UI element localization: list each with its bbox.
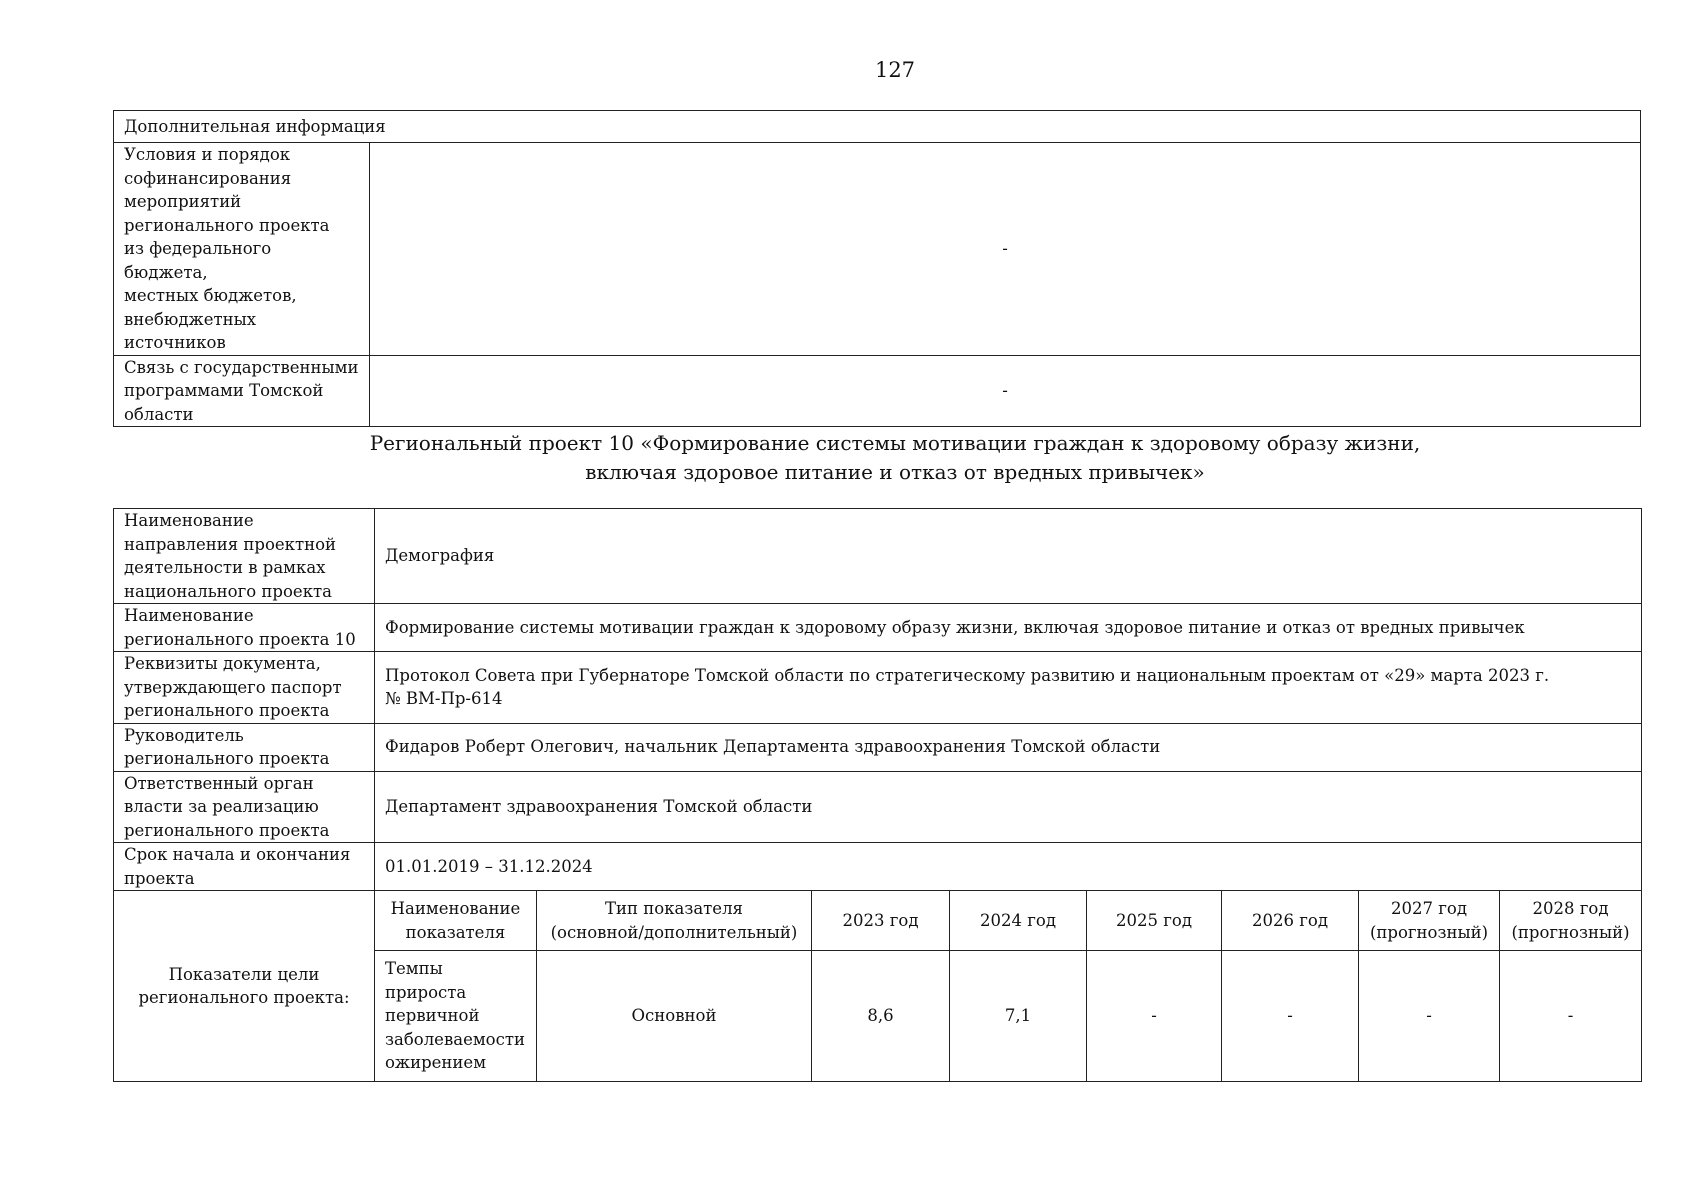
project-head-value: Фидаров Роберт Олегович, начальник Департамента здравоохранения Томской области [375,723,1642,771]
project-heading [0,429,1698,487]
direction-label: Наименование направления проектной деятельности в рамках национального проекта [114,509,375,604]
responsible-body-value: Департамент здравоохранения Томской области [375,771,1642,843]
value-2023: 8,6 [812,951,950,1082]
project-name-value: Формирование системы мотивации граждан к здоровому образу жизни, включая здоровое питание и отказ от вредных привычек [375,604,1642,652]
direction-value: Демография [375,509,1642,604]
project-heading-line-1: Региональный проект 10 «Формирование системы мотивации граждан к здоровому образу жизни, [369,431,1421,455]
year-2023-header: 2023 год [812,891,950,951]
page-number: 127 [874,58,916,82]
year-2024-header: 2024 год [950,891,1087,951]
indicator-type-header: Тип показателя (основной/дополнительный) [537,891,812,951]
year-2025-header: 2025 год [1087,891,1222,951]
cofinancing-value: - [370,143,1641,356]
project-passport-table [113,508,1642,1082]
document-details-label: Реквизиты документа, утверждающего паспорт регионального проекта [114,652,375,724]
value-2024: 7,1 [950,951,1087,1082]
responsible-body-label: Ответственный орган власти за реализацию регионального проекта [114,771,375,843]
indicator-type: Основной [537,951,812,1082]
project-heading-line-2: включая здоровое питание и отказ от вредных привычек» [585,460,1205,484]
value-2025: - [1087,951,1222,1082]
value-2026: - [1222,951,1359,1082]
project-period-value: 01.01.2019 – 31.12.2024 [375,843,1642,891]
additional-info-header: Дополнительная информация [114,111,1641,143]
state-programs-label: Связь с государственными программами Томской области [114,355,370,427]
indicator-name-header: Наименование показателя [375,891,537,951]
indicator-name: Темпы прироста первичной заболеваемости ожирением [375,951,537,1082]
state-programs-value: - [370,355,1641,427]
cofinancing-label: Условия и порядок софинансирования мероприятий регионального проекта из федерального бюджета, местных бюджетов, внебюджетных источников [114,143,370,356]
project-head-label: Руководитель регионального проекта [114,723,375,771]
project-name-label: Наименование регионального проекта 10 [114,604,375,652]
value-2027: - [1359,951,1500,1082]
additional-info-table [113,110,1641,427]
year-2028-header: 2028 год (прогнозный) [1500,891,1642,951]
year-2026-header: 2026 год [1222,891,1359,951]
project-period-label: Срок начала и окончания проекта [114,843,375,891]
year-2027-header: 2027 год (прогнозный) [1359,891,1500,951]
value-2028: - [1500,951,1642,1082]
document-details-value: Протокол Совета при Губернаторе Томской области по стратегическому развитию и национальным проектам от «29» марта 2023 г. № ВМ-Пр-614 [375,652,1642,724]
indicators-label: Показатели цели регионального проекта: [114,891,375,1082]
